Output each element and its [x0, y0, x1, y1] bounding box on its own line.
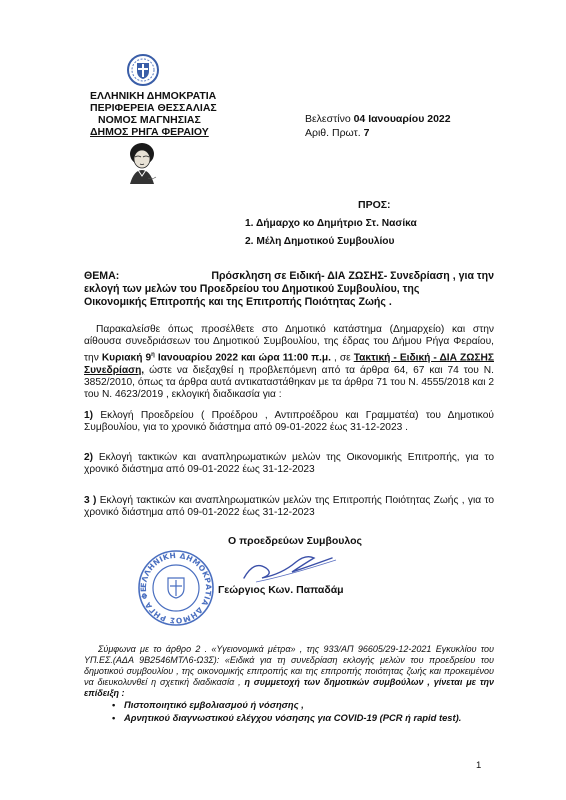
stamp-text: ΕΛΛΗΝΙΚΗ ΔΗΜΟΚΡΑΤΙΑ ΔΗΜΟΣ ΡΗΓΑ ΦΕ [138, 550, 214, 626]
p1-text-f: ώστε να διεξαχθεί η προβλεπόμενη από τα άρθρα 64, 67 και 74 του Ν. 3852/2010, όπως τα άρθρα αυτά αντικαταστάθηκαν με τα άρθρα 71 του Ν. 4555/2018 και 2 του Ν. 4623/2019 , εκλογική διαδικασία για : [84, 364, 494, 401]
subject-line-3: Οικονομικής Επιτροπής και της Επιτροπής Ποιότητας Ζωής . [84, 296, 392, 308]
notice-bullets [110, 698, 510, 724]
dateline-place: Βελεστίνο [305, 113, 351, 125]
subject-line-2: εκλογή των μελών του Προεδρείου του Δημοτικού Συμβουλίου, της [84, 283, 420, 295]
notice-text: Σύμφωνα με το άρθρο 2 . «Υγειονομικά μέτρα» , της 933/ΑΠ 96605/29-12-2021 Εγκυκλίου του ΥΠ.ΕΣ.(ΑΔΑ 9Β2546ΜΤΛ6-Ω3Σ): «Ειδικά για τη συνεδρίαση εκλογής μελών του προεδρείου του δημοτικού συμβουλίου , της οικονομικής επιτροπής και της επιτροπής ποιότητας ζωής και προκειμένου να διευκολυνθεί η σχετική διαδικασία , [84, 644, 494, 687]
recipient-1: 1. Δήμαρχο κο Δημήτριο Στ. Νασίκα [245, 218, 417, 229]
covid-notice [84, 644, 494, 699]
item2-number: 2) [84, 452, 94, 463]
notice-emphasis: η συμμετοχή των δημοτικών συμβούλων , γίνεται με την επίδειξη : [84, 677, 494, 698]
subject-text-1: Πρόσκληση σε Ειδική- ΔΙΑ ΖΩΣΗΣ- Συνεδρίαση , για την [211, 270, 494, 282]
coat-of-arms-icon [125, 52, 161, 88]
recipient-2: 2. Μέλη Δημοτικού Συμβουλίου [245, 236, 395, 247]
municipal-stamp-icon [136, 548, 216, 628]
subject-label: ΘΕΜΑ: [84, 270, 120, 282]
dateline-protocol [305, 127, 369, 139]
signatory-name: Γεώργιος Κων. Παπαδάμ [218, 584, 344, 596]
protocol-number: 7 [363, 127, 370, 139]
header-line-region: ΠΕΡΙΦΕΡΕΙΑ ΘΕΣΣΑΛΙΑΣ [90, 102, 217, 114]
portrait-image [122, 140, 162, 186]
subject-line-1 [84, 270, 494, 283]
dateline-date [305, 113, 451, 125]
header-line-prefecture: ΝΟΜΟΣ ΜΑΓΝΗΣΙΑΣ [98, 114, 201, 126]
bullet-item-2: • Αρνητικού διαγνωστικού ελέγχου νόσησης για COVID-19 (PCR ή rapid test). [124, 711, 510, 724]
agenda-item-2 [84, 452, 494, 477]
signature-role: Ο προεδρεύων Συμβουλος [228, 535, 362, 547]
p1-session-type: Τακτική - Ειδική - ΔΙΑ ΖΩΣΗΣ Συνεδρίαση, [84, 352, 494, 376]
item2-text: Εκλογή τακτικών και αναπληρωματικών μελών της Οικονομικής Επιτροπής, για το χρονικό διάστημα από 09-01-2022 έως 31-12-2023 [84, 452, 494, 476]
body-paragraph-1 [84, 324, 494, 402]
item3-text: Εκλογή τακτικών και αναπληρωματικών μελών της Επιτροπής Ποιότητας Ζωής , για το χρονικό διάστημα από 09-01-2022 έως 31-12-2023 [84, 495, 495, 519]
handwritten-signature [236, 548, 356, 588]
bullet-item-1: • Πιστοποιητικό εμβολιασμού ή νόσησης , [124, 698, 510, 711]
item3-number: 3 ) [84, 495, 97, 506]
p1-day: Κυριακή 9 [101, 352, 152, 364]
page-number: 1 [476, 760, 482, 771]
dateline-date-value: 04 Ιανουαρίου 2022 [353, 113, 451, 125]
header-line-municipality: ΔΗΜΟΣ ΡΗΓΑ ΦΕΡΑΙΟΥ [90, 126, 209, 138]
item1-text: Εκλογή Προεδρείου ( Προέδρου , Αντιπροέδρου και Γραμματέα) του Δημοτικού Συμβουλίου, για το χρονικό διάστημα από 09-01-2022 έως 31-12-2023 . [84, 410, 494, 434]
header-block [90, 90, 230, 138]
subject-block [84, 270, 494, 309]
agenda-item-1 [84, 410, 494, 435]
p1-text-a: Παρακαλείσθε όπως προσέλθετε στο Δημοτικό κατάστημα (Δημαρχείο) και στην αίθουσα συνεδριάσεων του Δημοτικού Συμβουλίου, της έδρας του Δήμου Ρήγα Φεραίου, την [84, 324, 494, 364]
recipients-label: ΠΡΟΣ: [358, 199, 391, 211]
item1-number: 1) [84, 410, 94, 421]
p1-time: Ιανουαρίου 2022 και ώρα 11:00 π.μ. [154, 352, 331, 364]
p1-text-d: , σε [330, 352, 354, 364]
header-line-state: ΕΛΛΗΝΙΚΗ ΔΗΜΟΚΡΑΤΙΑ [90, 90, 217, 102]
agenda-item-3 [84, 495, 494, 520]
protocol-label: Αριθ. Πρωτ. [305, 127, 361, 139]
p1-sup: η [151, 351, 155, 358]
